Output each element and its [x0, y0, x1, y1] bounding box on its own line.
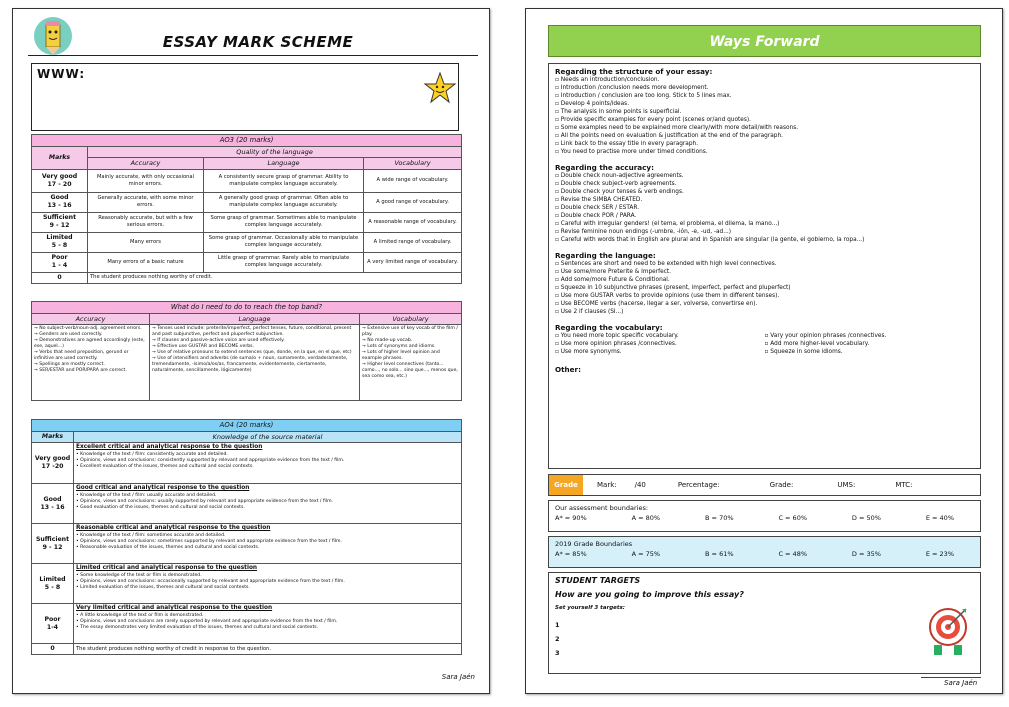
- list-item: ▫ Double check SER / ESTAR.: [555, 204, 640, 211]
- band-label: Poor: [51, 254, 68, 262]
- boundary-value: C = 60%: [778, 514, 808, 522]
- bullet: • Good evaluation of the issues, themes and cultural and social contexts.: [76, 505, 245, 511]
- structure-section: [555, 67, 974, 157]
- grade-label: Grade: [549, 475, 583, 495]
- table-row: [32, 232, 462, 252]
- signature-line: [921, 677, 981, 678]
- table-row: [32, 272, 462, 283]
- list-item: ▫ Sentences are short and need to be extended with high level connectives.: [555, 260, 777, 267]
- list-item: ▫ Provide specific examples for every point (scenes or/and quotes).: [555, 116, 751, 123]
- vocabulary-section: [555, 323, 974, 357]
- accuracy-cell: Many errors of a basic nature: [88, 252, 204, 272]
- accuracy-cell: Many errors: [88, 232, 204, 252]
- band-label: Sufficient: [42, 214, 77, 222]
- quality-header: Quality of the language: [88, 146, 462, 157]
- accuracy-cell: Reasonably accurate, but with a few serious errors.: [88, 212, 204, 232]
- accuracy-cell: Generally accurate, with some minor errors.: [88, 192, 204, 212]
- vocabulary-cell: A very limited range of vocabulary.: [364, 252, 462, 272]
- col-accuracy: Accuracy: [88, 158, 204, 169]
- list-item: ▫ Careful with irregular genders! (el tema, el problema, el dilema, la mano...): [555, 220, 780, 227]
- accuracy-tips: → No subject-verb/noun-adj. agreement errors. → Genders are used correctly. → Demonstratives are agreed accordingly (este, ese, aquel...) → Verbs that need preposition, gerund or infinitive are used correctly. → Spellings are mostly correct. → SER/ESTAR and POR/PARA are correct.: [32, 325, 150, 401]
- table-row: [32, 252, 462, 272]
- targets-question: How are you going to improve this essay?: [555, 590, 744, 599]
- list-item: ▫ Revise feminine noun endings (-umbre, -ión, -e, -ud, -ad...): [555, 228, 732, 235]
- bullet: • Knowledge of the text / film: usually accurate and detailed.: [76, 492, 217, 498]
- bullet: • Opinions, views and conclusions: consistently supported by relevant and appropriate evidence from the text / film.: [76, 457, 345, 463]
- ao4-header: AO4 (20 marks): [32, 420, 462, 432]
- section-heading: Regarding the structure of your essay:: [555, 67, 713, 76]
- language-tips: → Tenses used include: preterite/imperfect, perfect tenses, future, conditional, present and past subjunctive, perfect and pluperfect subjunctive. → If clauses and passive-active voice are used effectively. → Effective use GUSTAR and BECOME verbs. → Use of relative pronouns to extend sentences (que, donde, en la que, en el que, etc) → Use of intensifiers and adverbs (de suma/o + noun, sumamente, verdaderamente, tremendamente, -ísimo/a/os/as, francamente, evidentemente, ciertamente, naturalmente, sencillamente, lógicamente): [150, 325, 360, 401]
- assessment-boundaries: [548, 500, 981, 532]
- list-item: ▫ All the points need on evaluation & justification at the end of the paragraph.: [555, 132, 783, 139]
- knowledge-header: Knowledge of the source material: [74, 431, 462, 442]
- bullet: • A little knowledge of the text or film is demonstrated.: [76, 612, 204, 618]
- list-item: ▫ Double check POR / PARA.: [555, 212, 637, 219]
- table-row: [32, 169, 462, 192]
- list-item: ▫ Use BECOME verbs (hacerse, llegar a ser, volverse, convertirse en).: [555, 300, 758, 307]
- list-item: ▫ Double check your tenses & verb endings.: [555, 188, 684, 195]
- title-underline: [28, 55, 478, 56]
- feedback-box: [548, 63, 981, 469]
- band-range: 17 -20: [41, 463, 64, 471]
- list-item: ▫ Link back to the essay title in every paragraph.: [555, 140, 699, 147]
- boundary-value: A = 80%: [631, 514, 661, 522]
- language-cell: A generally good grasp of grammar. Often able to manipulate complex language accurately.: [204, 192, 364, 212]
- language-section: [555, 251, 974, 317]
- bullet: • Opinions, views and conclusions: occasionally supported by relevant and appropriate evidence from the text / film.: [76, 578, 345, 584]
- pencil-character-icon: [33, 15, 73, 57]
- bullet: • The essay demonstrates very limited evaluation of the issues, themes and cultural and social contexts.: [76, 625, 319, 631]
- top-band-table: [31, 301, 462, 401]
- list-item: ▫ The analysis in some points is superficial.: [555, 108, 682, 115]
- boundaries-2019-title: 2019 Grade Boundaries: [555, 540, 633, 548]
- list-item: ▫ Use more opinion phrases /connectives.: [555, 340, 677, 347]
- boundary-value: A* = 85%: [555, 550, 587, 558]
- boundary-value: B = 61%: [705, 550, 734, 558]
- boundary-value: E = 40%: [925, 514, 954, 522]
- ways-forward-page: [525, 8, 1003, 694]
- grade-field-label: Grade:: [769, 481, 794, 489]
- targets-title: STUDENT TARGETS: [555, 576, 641, 585]
- zero-mark: 0: [32, 272, 88, 283]
- table-row: [32, 192, 462, 212]
- band-label: Good: [50, 194, 69, 202]
- table-row: [32, 604, 462, 644]
- boundary-value: B = 70%: [705, 514, 734, 522]
- list-item: ▫ Add some/more Future & Conditional.: [555, 276, 670, 283]
- band-range: 17 - 20: [47, 180, 72, 188]
- list-item: ▫ Some examples need to be explained more clearly/with more detail/with reasons.: [555, 124, 799, 131]
- col-language: Language: [204, 158, 364, 169]
- section-heading: Regarding the vocabulary:: [555, 322, 663, 332]
- table-row: [32, 644, 462, 655]
- band-label: Limited: [39, 575, 66, 583]
- list-item: ▫ Vary your opinion phrases /connectives.: [764, 332, 887, 339]
- band-label: Limited: [46, 234, 73, 242]
- page-title: ESSAY MARK SCHEME: [162, 33, 354, 51]
- target-number: 3: [555, 649, 560, 657]
- zero-text: The student produces nothing worthy of credit.: [88, 272, 462, 283]
- mtc-label: MTC:: [895, 481, 913, 489]
- zero-text: The student produces nothing worthy of credit in response to the question.: [74, 644, 462, 655]
- list-item: ▫ Needs an introduction/conclusion.: [555, 77, 660, 83]
- target-character-icon: [926, 603, 970, 655]
- list-item: ▫ Develop 4 points/ideas.: [555, 100, 630, 107]
- accuracy-section: [555, 163, 974, 245]
- mark-value: /40: [634, 481, 646, 489]
- boundaries-title: Our assessment boundaries:: [555, 504, 649, 512]
- boundary-value: E = 23%: [925, 550, 954, 558]
- list-item: ▫ Introduction / conclusion are too long. Stick to 5 lines max.: [555, 92, 732, 99]
- list-item: ▫ Careful with words that in English are plural and in Spanish are singular (la gente, el gobierno, la ropa...): [555, 236, 865, 243]
- vocabulary-cell: A limited range of vocabulary.: [364, 232, 462, 252]
- ums-label: UMS:: [837, 481, 856, 489]
- col-vocabulary: Vocabulary: [360, 313, 462, 324]
- list-item: ▫ You need to practise more under timed conditions.: [555, 148, 708, 155]
- band-range: 5 - 8: [51, 242, 68, 250]
- band-range: 1-4: [46, 623, 59, 631]
- band-label: Sufficient: [35, 535, 70, 543]
- section-heading: Regarding the language:: [555, 250, 656, 260]
- grade-row: [548, 474, 981, 496]
- percentage-label: Percentage:: [677, 481, 720, 489]
- list-item: ▫ Use 2 if clauses (SI...): [555, 308, 624, 315]
- list-item: ▫ Double check subject-verb agreements.: [555, 180, 677, 187]
- essay-mark-scheme-page: [12, 8, 490, 694]
- mark-label: Mark:: [597, 481, 617, 489]
- list-item: ▫ Squeeze in 10 subjunctive phrases (present, imperfect, perfect and pluperfect): [555, 284, 791, 291]
- band-range: 1 - 4: [51, 262, 68, 270]
- bullet: • Excellent evaluation of the issues, themes and cultural and social contexts.: [76, 464, 254, 470]
- boundary-value: D = 35%: [851, 550, 881, 558]
- www-label: WWW:: [37, 67, 86, 81]
- vocabulary-cell: A reasonable range of vocabulary.: [364, 212, 462, 232]
- boundary-value: A = 75%: [631, 550, 661, 558]
- bullet: • Some knowledge of the text or film is demonstrated.: [76, 572, 202, 578]
- band-range: 13 - 16: [47, 202, 72, 210]
- bullet: • Reasonable evaluation of the issues, themes and cultural and social contexts.: [76, 545, 260, 551]
- boundary-value: D = 50%: [851, 514, 881, 522]
- band-title: Good critical and analytical response to the question: [76, 485, 250, 492]
- table-row: [32, 484, 462, 524]
- star-icon: [423, 71, 457, 105]
- student-targets-box: [548, 572, 981, 674]
- boundary-value: A* = 90%: [555, 514, 587, 522]
- ao3-table: [31, 134, 462, 284]
- list-item: ▫ Squeeze in some idioms.: [764, 348, 843, 355]
- section-heading: Regarding the accuracy:: [555, 162, 654, 172]
- col-vocabulary: Vocabulary: [364, 158, 462, 169]
- bullet: • Knowledge of the text / film: consistently accurate and detailed.: [76, 451, 228, 457]
- list-item: ▫ Introduction /conclusion needs more development.: [555, 84, 709, 91]
- list-item: ▫ Use more synonyms.: [555, 348, 622, 355]
- list-item: ▫ Revise the SIMBA CHEATED.: [555, 196, 643, 203]
- www-box: [31, 63, 459, 131]
- list-item: ▫ Double check noun-adjective agreements.: [555, 172, 684, 179]
- grade-boundaries-2019: [548, 536, 981, 568]
- band-title: Excellent critical and analytical response to the question: [76, 444, 263, 451]
- col-language: Language: [150, 313, 360, 324]
- band-label: Very good: [41, 172, 78, 180]
- bullet: • Knowledge of the text / film: sometimes accurate and detailed.: [76, 532, 226, 538]
- band-label: Good: [43, 495, 62, 503]
- marks-header: Marks: [32, 146, 88, 169]
- band-range: 13 - 16: [40, 503, 65, 511]
- band-title: Reasonable critical and analytical response to the question: [76, 525, 271, 532]
- target-number: 2: [555, 635, 560, 643]
- signature: Sara Jaén: [944, 679, 978, 687]
- band-title: Very limited critical and analytical response to the question: [76, 605, 273, 612]
- language-cell: Little grasp of grammar. Rarely able to manipulate complex language accurately.: [204, 252, 364, 272]
- marks-header: Marks: [32, 431, 74, 442]
- boundary-value: C = 48%: [778, 550, 808, 558]
- targets-sub: Set yourself 3 targets:: [555, 605, 625, 611]
- vocabulary-cell: A good range of vocabulary.: [364, 192, 462, 212]
- table-row: [32, 524, 462, 564]
- band-label: Very good: [34, 455, 71, 463]
- language-cell: Some grasp of grammar. Occasionally able to manipulate complex language accurately.: [204, 232, 364, 252]
- list-item: ▫ Use some/more Preterite & Imperfect.: [555, 268, 672, 275]
- table-row: [32, 212, 462, 232]
- signature: Sara Jaén: [441, 673, 475, 681]
- vocabulary-tips: → Extensive use of key vocab of the film / play. → No made-up vocab. → Lots of synonyms and idioms. → Lots of higher level opinion and example phrases. → Higher level connectives (tanto... como..., no solo... sino que..., menos que, sea como sea, etc.): [360, 325, 462, 401]
- list-item: ▫ Use more GUSTAR verbs to provide opinions (use them in different tenses).: [555, 292, 780, 299]
- accuracy-cell: Mainly accurate, with only occasional minor errors.: [88, 169, 204, 192]
- top-band-header: What do I need to do to reach the top band?: [32, 302, 462, 314]
- vocabulary-cell: A wide range of vocabulary.: [364, 169, 462, 192]
- list-item: ▫ Add more higher-level vocabulary.: [764, 340, 870, 347]
- language-cell: A consistently secure grasp of grammar. Ability to manipulate complex language accurately.: [204, 169, 364, 192]
- bullet: • Opinions, views and conclusions are rarely supported by relevant and appropriate evidence from the text / film.: [76, 618, 338, 624]
- bullet: • Opinions, views and conclusions: usually supported by relevant and appropriate evidence from the text / film.: [76, 498, 334, 504]
- language-cell: Some grasp of grammar. Sometimes able to manipulate complex language accurately.: [204, 212, 364, 232]
- band-label: Poor: [44, 615, 61, 623]
- ways-forward-title: Ways Forward: [548, 25, 981, 57]
- bullet: • Opinions, views and conclusions: sometimes supported by relevant and appropriate evidence from the text / film.: [76, 538, 342, 544]
- band-range: 9 - 12: [49, 222, 70, 230]
- other-label: Other:: [555, 364, 581, 374]
- table-row: [32, 443, 462, 484]
- band-range: 9 - 12: [42, 543, 63, 551]
- zero-mark: 0: [32, 644, 74, 655]
- target-number: 1: [555, 621, 560, 629]
- band-title: Limited critical and analytical response to the question: [76, 565, 258, 572]
- table-row: [32, 564, 462, 604]
- ao4-table: [31, 419, 462, 655]
- ao3-header: AO3 (20 marks): [32, 135, 462, 147]
- list-item: ▫ You need more topic specific vocabulary.: [555, 332, 679, 339]
- bullet: • Limited evaluation of the issues, themes and cultural and social contexts.: [76, 585, 250, 591]
- band-range: 5 - 8: [44, 583, 61, 591]
- col-accuracy: Accuracy: [32, 313, 150, 324]
